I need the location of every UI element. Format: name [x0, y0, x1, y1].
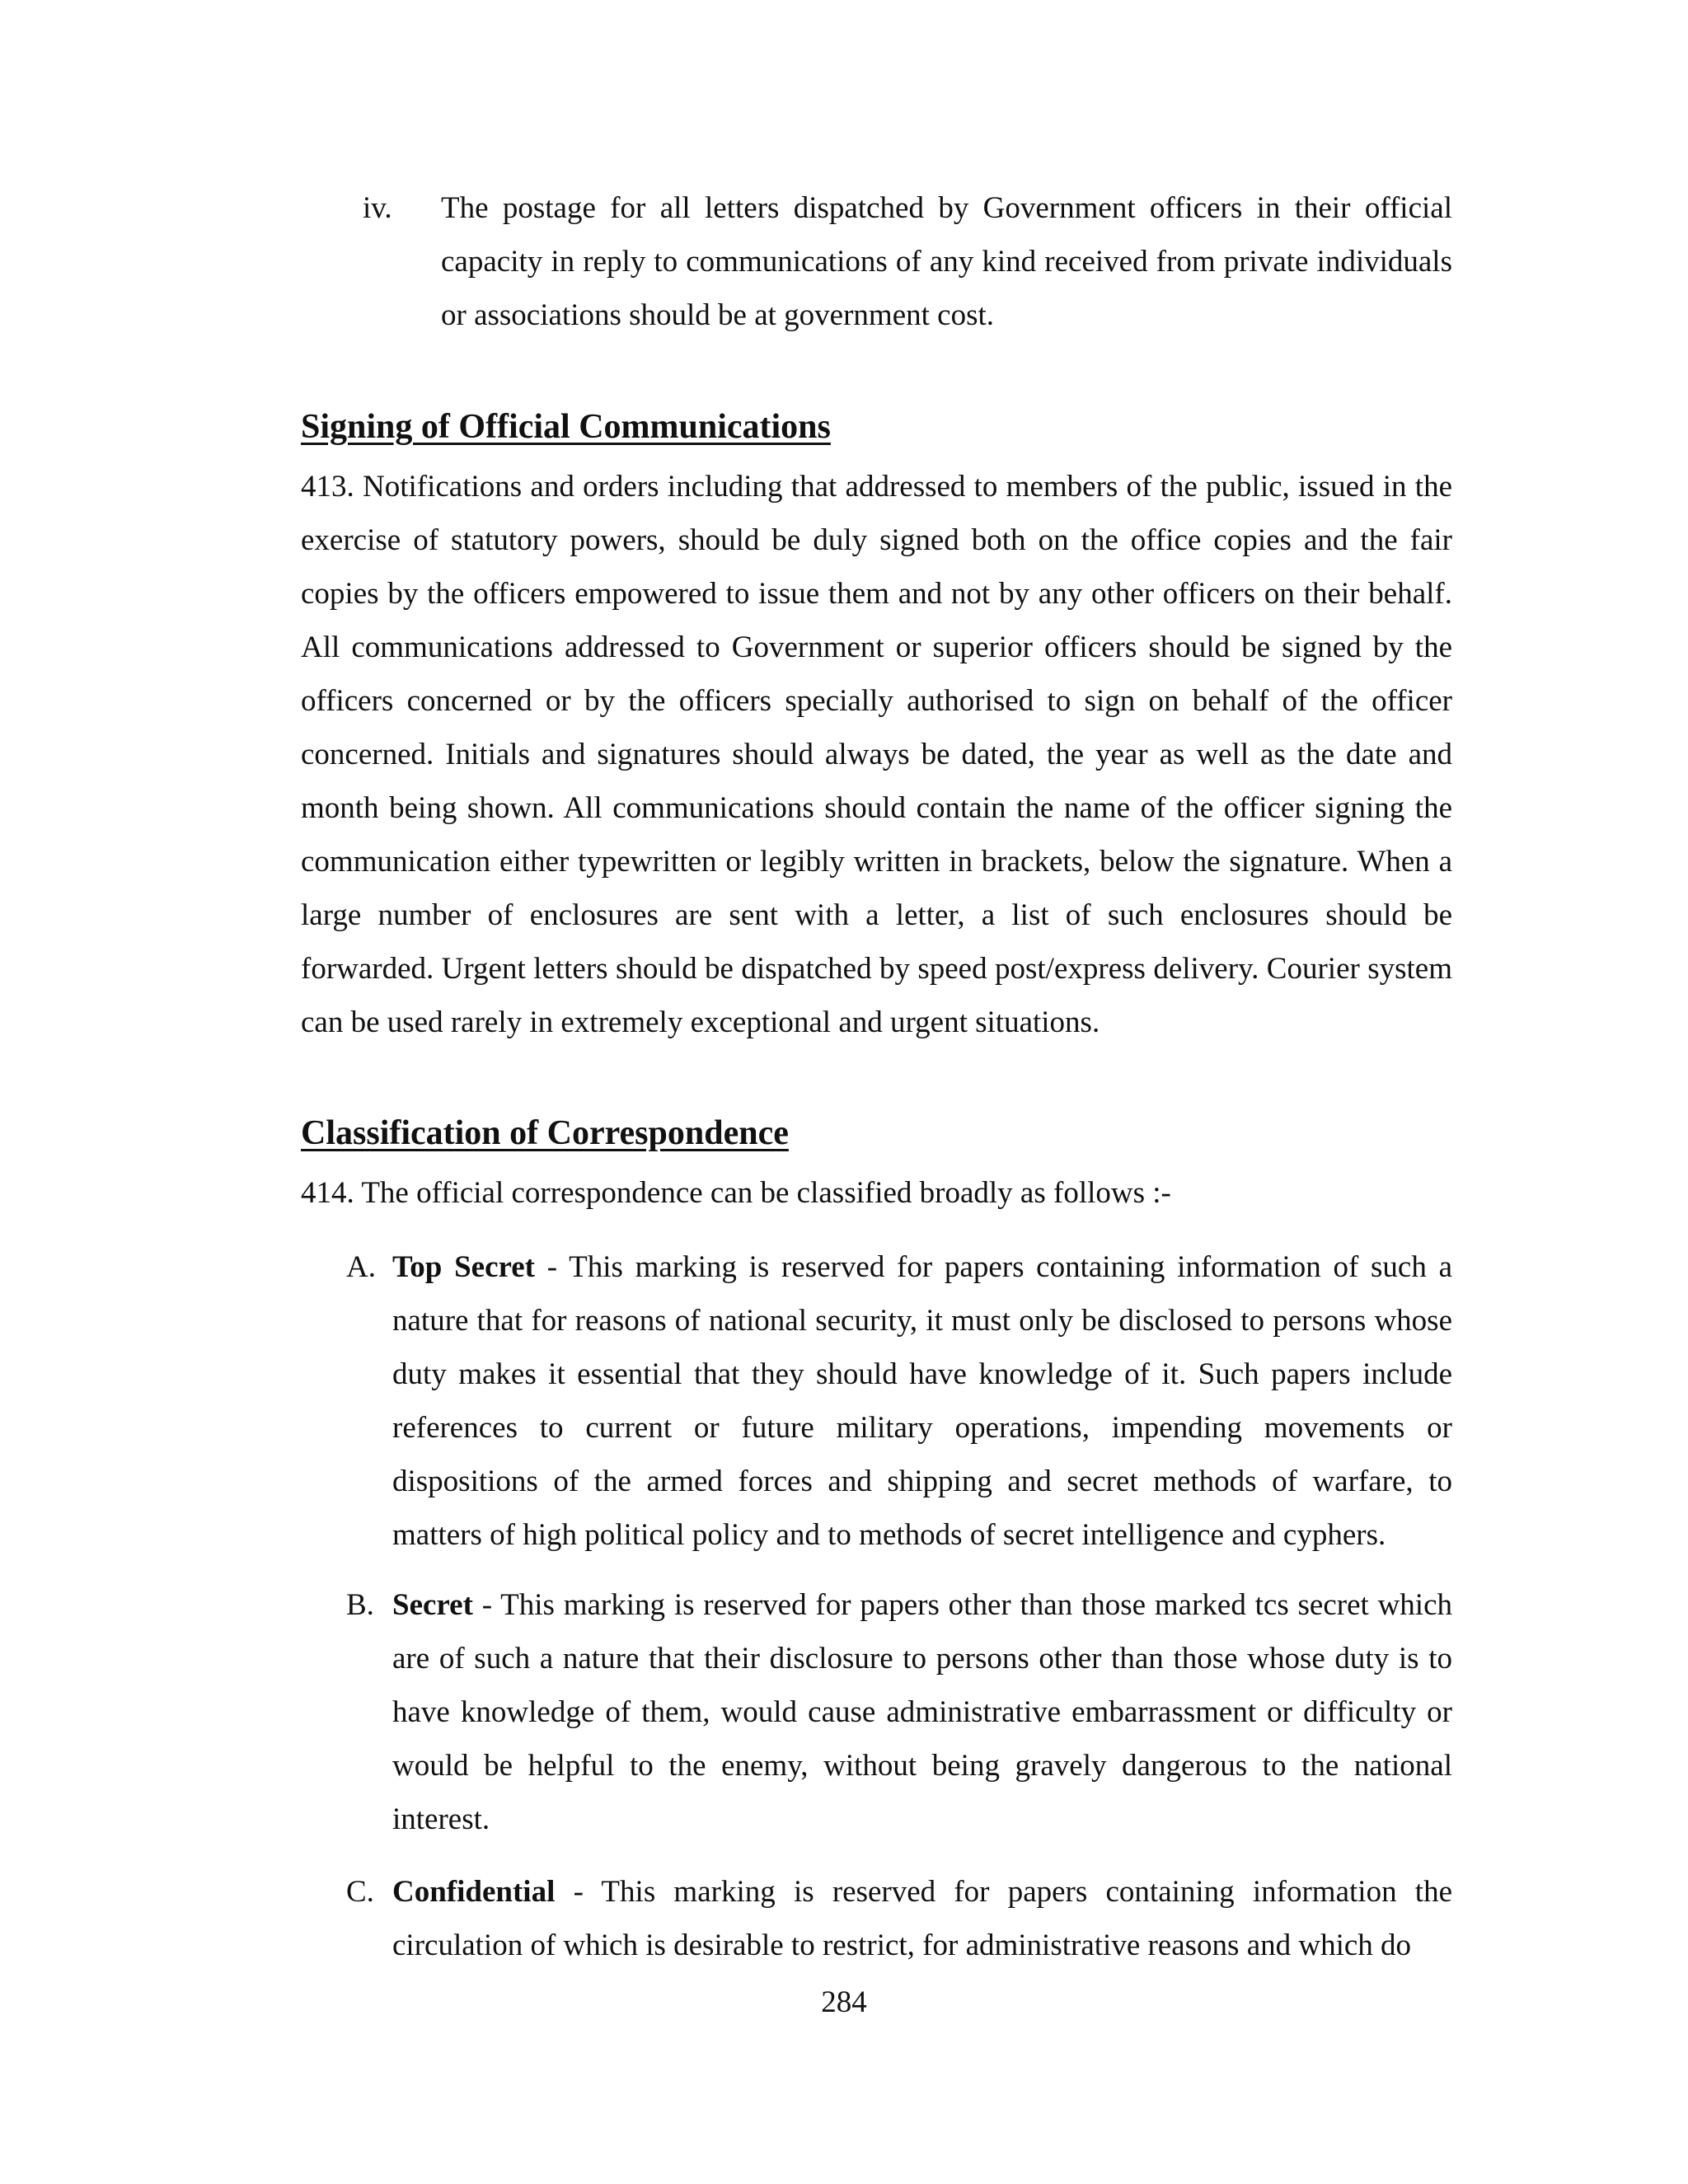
- classification-term: Secret: [392, 1588, 473, 1622]
- list-marker-c: C.: [346, 1875, 374, 1909]
- list-marker-b: B.: [346, 1588, 374, 1622]
- section-heading-signing: Signing of Official Communications: [301, 408, 831, 446]
- classification-item-body: [392, 1865, 1452, 1972]
- page-number: 284: [821, 1985, 867, 2019]
- list-marker-iv: iv.: [363, 191, 392, 225]
- paragraph-414: 414. The official correspondence can be classified broadly as follows :-: [301, 1176, 1171, 1210]
- list-marker-a: A.: [346, 1250, 376, 1284]
- classification-description: - This marking is reserved for papers containing information the circulation of which is desirable to restrict, for administrative reasons and which do: [392, 1875, 1452, 1962]
- classification-item-body: [392, 1240, 1452, 1562]
- list-item-iv-text: The postage for all letters dispatched by Government officers in their official capacity in reply to communications of any kind received from private individuals or associations should be at government cost.: [441, 191, 1452, 332]
- paragraph-413: 413. Notifications and orders including that addressed to members of the public, issued in the exercise of statutory powers, should be duly signed both on the office copies and the fair copies by the officers empowered to issue them and not by any other officers on their behalf. All communications addressed to Government or superior officers should be signed by the officers concerned or by the officers specially authorised to sign on behalf of the officer concerned. Initials and signatures should always be dated, the year as well as the date and month being shown. All communications should contain the name of the officer signing the communication either typewritten or legibly written in brackets, below the signature. When a large number of enclosures are sent with a letter, a list of such enclosures should be forwarded. Urgent letters should be dispatched by speed post/express delivery. Courier system can be used rarely in extremely exceptional and urgent situations.: [301, 470, 1452, 1039]
- classification-description: - This marking is reserved for papers containing information of such a nature that for reasons of national security, it must only be disclosed to persons whose duty makes it essential that they should have knowledge of it. Such papers include references to current or future military operations, impending movements or dispositions of the armed forces and shipping and secret methods of warfare, to matters of high political policy and to methods of secret intelligence and cyphers.: [392, 1250, 1452, 1552]
- classification-term: Top Secret: [392, 1250, 535, 1284]
- section-heading-classification: Classification of Correspondence: [301, 1114, 789, 1152]
- classification-item-body: [392, 1578, 1452, 1846]
- classification-description: - This marking is reserved for papers other than those marked tcs secret which are of such a nature that their disclosure to persons other than those whose duty is to have knowledge of them, would cause administrative embarrassment or difficulty or would be helpful to the enemy, without being gravely dangerous to the national interest.: [392, 1588, 1452, 1836]
- classification-term: Confidential: [392, 1875, 556, 1909]
